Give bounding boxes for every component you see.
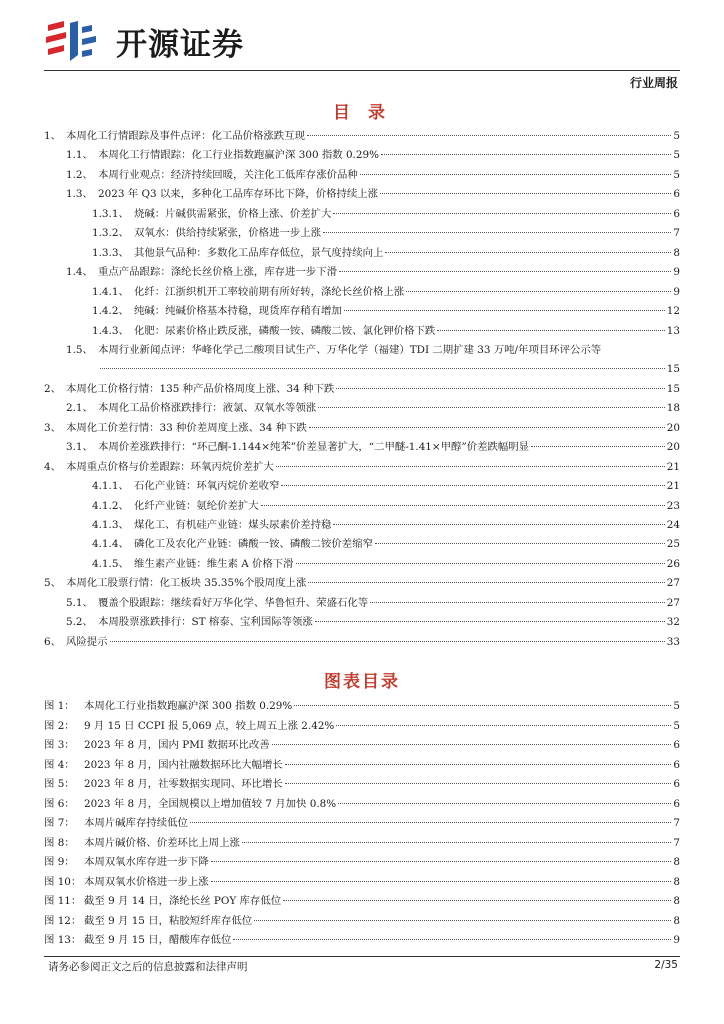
- entry-page: 18: [666, 402, 680, 415]
- entry-title: 2023 年 8 月，全国规模以上增加值较 7 月加快 0.8%: [84, 797, 337, 810]
- entry-number: 1.4.1、: [92, 285, 129, 298]
- brand-name: 开源证券: [116, 26, 244, 63]
- dot-leader: [339, 271, 671, 272]
- entry-page: 27: [666, 596, 680, 609]
- dot-leader: [336, 388, 665, 389]
- dot-leader: [242, 842, 672, 843]
- entry-title: 9 月 15 日 CCPI 报 5,069 点，较上周五上涨 2.42%: [84, 719, 335, 732]
- figure-entry[interactable]: [44, 854, 680, 870]
- dot-leader: [272, 744, 672, 745]
- entry-title: 本周化工价差行情：33 种价差周度上涨、34 种下跌: [66, 421, 307, 434]
- entry-page: 6: [673, 758, 680, 771]
- toc-title: 目 录: [333, 103, 391, 123]
- toc-entry[interactable]: [92, 478, 680, 494]
- toc-entry[interactable]: [44, 459, 680, 475]
- figures-title: 图表目录: [324, 672, 400, 692]
- entry-title: 本周双氧水价格进一步上涨: [84, 875, 209, 888]
- entry-page: 6: [673, 207, 680, 220]
- entry-page: 7: [673, 836, 680, 849]
- toc-entry[interactable]: [44, 128, 680, 144]
- dot-leader: [338, 803, 671, 804]
- entry-number: 1.4、: [66, 266, 93, 279]
- entry-number: 4.1.3、: [92, 519, 129, 531]
- entry-title: 2023 年 Q3 以来，多种化工品库存环比下降，价格持续上涨: [98, 188, 379, 201]
- entry-title: 本周化工股票行情：化工板块 35.35%个股周度上涨: [66, 577, 307, 590]
- entry-title: 煤化工、有机硅产业链：煤头尿素价差持稳: [134, 519, 332, 531]
- entry-number: 1.3.2、: [92, 227, 129, 240]
- toc-entry[interactable]: [44, 420, 680, 436]
- dot-leader: [211, 861, 672, 862]
- toc-entry[interactable]: [66, 186, 680, 202]
- entry-number: 图 10：: [44, 875, 82, 888]
- entry-page: 8: [673, 914, 680, 927]
- entry-title: 化纤产业链：氨纶价差扩大: [134, 499, 259, 512]
- entry-page: 9: [673, 285, 680, 298]
- entry-number: 2.1、: [66, 402, 93, 415]
- dot-leader: [531, 446, 665, 447]
- entry-number: 1.2、: [66, 168, 93, 181]
- toc-entry[interactable]: [66, 342, 680, 358]
- figure-entry[interactable]: [44, 932, 680, 948]
- dot-leader: [336, 725, 671, 726]
- dot-leader: [100, 368, 665, 369]
- dot-leader: [281, 485, 664, 486]
- dot-leader: [308, 582, 664, 583]
- figure-entry[interactable]: [44, 815, 680, 831]
- entry-title: 化纤：江浙织机开工率较前期有所好转，涤纶长丝价格上涨: [134, 285, 405, 298]
- header-divider: [44, 70, 680, 71]
- entry-number: 1.1、: [66, 149, 93, 162]
- entry-title: 烧碱：片碱供需紧张，价格上涨、价差扩大: [134, 207, 332, 220]
- figure-entry[interactable]: [44, 835, 680, 851]
- entry-number: 5.1、: [66, 596, 93, 609]
- entry-title: 本周行业观点：经济持续回暖，关注化工低库存涨价品种: [98, 168, 358, 181]
- toc-entry[interactable]: [44, 381, 680, 397]
- entry-title: 本周化工行情跟踪及事件点评：化工品价格涨跌互现: [66, 130, 305, 142]
- toc-entry[interactable]: [92, 498, 680, 514]
- entry-number: 1.4.3、: [92, 324, 129, 337]
- kaiyuan-logo-icon: [44, 17, 110, 65]
- figure-entry[interactable]: [44, 796, 680, 812]
- dot-leader: [344, 310, 665, 311]
- dot-leader: [233, 939, 671, 940]
- entry-title: 磷化工及农化产业链：磷酸一铵、磷酸二铵价差缩窄: [134, 538, 373, 551]
- dot-leader: [276, 466, 665, 467]
- toc-entry[interactable]: [66, 147, 680, 163]
- page-number: 2/35: [654, 959, 678, 971]
- entry-page: 25: [666, 538, 680, 551]
- toc-entry[interactable]: [66, 439, 680, 455]
- entry-title: 化肥：尿素价格止跌反涨，磷酸一铵、磷酸二铵、氯化钾价格下跌: [134, 324, 436, 337]
- entry-number: 1.5、: [66, 343, 93, 356]
- entry-number: 1、: [44, 130, 62, 142]
- entry-page: 5: [673, 168, 680, 181]
- entry-page: 26: [666, 557, 680, 570]
- entry-title: 截至 9 月 15 日，粘胶短纤库存低位: [84, 914, 253, 927]
- entry-title: 覆盖个股跟踪：继续看好万华化学、华鲁恒升、荣盛石化等: [98, 596, 369, 609]
- entry-title: 风险提示: [66, 635, 108, 648]
- toc-entry[interactable]: [92, 225, 680, 241]
- entry-number: 5、: [44, 577, 62, 590]
- dot-leader: [385, 252, 671, 253]
- entry-page: 6: [673, 739, 680, 751]
- entry-page: 8: [673, 875, 680, 888]
- entry-number: 图 1：: [44, 700, 75, 712]
- toc-entry[interactable]: [92, 206, 680, 222]
- toc-entry[interactable]: [44, 634, 680, 650]
- entry-page: 21: [666, 460, 680, 473]
- entry-page: 5: [673, 130, 680, 142]
- entry-page: 6: [673, 797, 680, 810]
- toc-entry[interactable]: [92, 517, 680, 533]
- entry-number: 图 12：: [44, 914, 82, 927]
- figure-entry[interactable]: [44, 718, 680, 734]
- entry-number: 图 8：: [44, 836, 75, 849]
- entry-page: 7: [673, 227, 680, 240]
- dot-leader: [307, 135, 671, 136]
- footer-divider: [44, 956, 680, 957]
- brand-logo: [44, 16, 244, 66]
- dot-leader: [315, 621, 665, 622]
- entry-number: 图 6：: [44, 797, 75, 810]
- entry-number: 图 11：: [44, 895, 82, 907]
- entry-page: 20: [666, 421, 680, 434]
- entry-title: 本周化工价格行情：135 种产品价格周度上涨、34 种下跌: [66, 382, 335, 395]
- entry-number: 1.3.1、: [92, 207, 129, 220]
- dot-leader: [296, 563, 665, 564]
- figure-entry[interactable]: [44, 893, 680, 909]
- entry-number: 图 5：: [44, 778, 75, 790]
- figure-entry[interactable]: [44, 757, 680, 773]
- page-header: [0, 0, 724, 96]
- figure-entry[interactable]: [44, 874, 680, 890]
- entry-page: 8: [673, 246, 680, 259]
- entry-number: 图 4：: [44, 758, 75, 771]
- entry-page: 7: [673, 817, 680, 829]
- entry-number: 图 9：: [44, 856, 75, 868]
- figure-entry[interactable]: [44, 737, 680, 753]
- dot-leader: [285, 764, 672, 765]
- entry-page: 9: [673, 934, 680, 946]
- entry-number: 4.1.1、: [92, 480, 129, 493]
- dot-leader: [309, 427, 665, 428]
- toc-entry[interactable]: [66, 614, 680, 630]
- entry-page: 12: [666, 305, 680, 318]
- entry-page: 6: [673, 778, 680, 790]
- entry-title: 本周行业新闻点评：华峰化学己二酸项目试生产、万华化学（福建）TDI 二期扩建 33 万吨/年项目环评公示等: [98, 343, 602, 356]
- entry-title: 2023 年 8 月，社零数据实现同、环比增长: [84, 778, 283, 790]
- entry-title: 2023 年 8 月，国内社融数据环比大幅增长: [84, 758, 283, 771]
- entry-page: 32: [666, 616, 680, 629]
- entry-title: 本周化工行业指数跑赢沪深 300 指数 0.29%: [84, 700, 293, 712]
- entry-page: 9: [673, 266, 680, 279]
- entry-number: 3、: [44, 421, 62, 434]
- entry-number: 4、: [44, 460, 62, 473]
- entry-number: 3.1、: [66, 441, 93, 454]
- entry-title: 截至 9 月 14 日，涤纶长丝 POY 库存低位: [84, 895, 282, 907]
- entry-title: 2023 年 8 月，国内 PMI 数据环比改善: [84, 739, 270, 751]
- entry-page: 21: [666, 480, 680, 493]
- entry-title: 本周价差涨跌排行：“环己酮-1.144×纯苯”价差显著扩大，“二甲醚-1.41×甲醇”价差跌幅明显: [98, 441, 530, 454]
- entry-page: 8: [673, 856, 680, 868]
- entry-title: 本周重点价格与价差跟踪：环氧丙烷价差扩大: [66, 460, 274, 473]
- entry-page: 23: [666, 499, 680, 512]
- entry-title: 本周化工行情跟踪：化工行业指数跑赢沪深 300 指数 0.29%: [98, 149, 379, 162]
- figure-entry[interactable]: [44, 776, 680, 792]
- dot-leader: [380, 193, 671, 194]
- entry-number: 6、: [44, 635, 62, 648]
- entry-page: 33: [666, 635, 680, 648]
- dot-leader: [333, 524, 664, 525]
- entry-page: 20: [666, 441, 680, 454]
- entry-title: 本周片碱价格、价差环比上周上涨: [84, 836, 240, 849]
- dot-leader: [381, 154, 671, 155]
- toc-entry[interactable]: [92, 556, 680, 572]
- toc-entry[interactable]: [66, 167, 680, 183]
- dot-leader: [318, 407, 665, 408]
- dot-leader: [211, 881, 672, 882]
- entry-number: 图 7：: [44, 817, 75, 829]
- dot-leader: [323, 232, 671, 233]
- dot-leader: [370, 602, 665, 603]
- toc-entry[interactable]: [92, 536, 680, 552]
- entry-title: 其他景气品种：多数化工品库存低位，景气度持续向上: [134, 246, 384, 259]
- dot-leader: [375, 543, 665, 544]
- report-type-label: 行业周报: [629, 76, 678, 90]
- entry-title: 双氧水：供给持续紧张，价格进一步上涨: [134, 227, 322, 240]
- entry-page: 8: [673, 895, 680, 907]
- toc-entry[interactable]: [66, 264, 680, 280]
- figure-entry[interactable]: [44, 698, 680, 714]
- dot-leader: [437, 330, 664, 331]
- entry-number: 5.2、: [66, 616, 93, 629]
- entry-title: 重点产品跟踪：涤纶长丝价格上涨，库存进一步下滑: [98, 266, 337, 279]
- dot-leader: [254, 920, 671, 921]
- dot-leader: [283, 900, 671, 901]
- entry-title: 石化产业链：环氧丙烷价差收窄: [134, 480, 280, 493]
- entry-title: 纯碱：纯碱价格基本持稳，现货库存稍有增加: [134, 305, 342, 318]
- toc-entry[interactable]: [92, 284, 680, 300]
- toc-entry[interactable]: [92, 303, 680, 319]
- dot-leader: [360, 174, 672, 175]
- entry-page: 15: [666, 363, 680, 376]
- entry-number: 2、: [44, 382, 62, 395]
- dot-leader: [406, 291, 671, 292]
- entry-title: 本周化工品价格涨跌排行：液氯、双氧水等领涨: [98, 402, 317, 415]
- entry-number: 4.1.4、: [92, 538, 129, 551]
- toc-entry[interactable]: [66, 595, 680, 611]
- entry-number: 4.1.5、: [92, 557, 129, 570]
- toc-entry[interactable]: [44, 575, 680, 591]
- dot-leader: [294, 705, 671, 706]
- entry-page: 24: [666, 519, 680, 531]
- entry-page: 27: [666, 577, 680, 590]
- dot-leader: [190, 822, 671, 823]
- entry-page: 13: [666, 324, 680, 337]
- entry-page: 5: [673, 149, 680, 162]
- entry-number: 图 3：: [44, 739, 75, 751]
- entry-title: 本周股票涨跌排行：ST 榕泰、宝利国际等领涨: [98, 616, 313, 629]
- entry-page: 5: [673, 700, 680, 712]
- dot-leader: [261, 505, 665, 506]
- entry-page: 5: [673, 719, 680, 732]
- dot-leader: [110, 641, 665, 642]
- entry-title: 本周片碱库存持续低位: [84, 817, 188, 829]
- entry-title: 本周双氧水库存进一步下降: [84, 856, 209, 868]
- figure-entry[interactable]: [44, 913, 680, 929]
- toc-entry[interactable]: [92, 323, 680, 339]
- entry-number: 4.1.2、: [92, 499, 129, 512]
- entry-title: 截至 9 月 15 日，醋酸库存低位: [84, 934, 232, 946]
- entry-number: 1.3、: [66, 188, 93, 201]
- toc-entry[interactable]: [66, 400, 680, 416]
- entry-number: 图 2：: [44, 719, 75, 732]
- entry-title: 维生素产业链：维生素 A 价格下滑: [134, 557, 294, 570]
- footer-disclaimer: 请务必参阅正文之后的信息披露和法律声明: [48, 961, 248, 973]
- entry-number: 1.3.3、: [92, 246, 129, 259]
- entry-page: 6: [673, 188, 680, 201]
- toc-entry[interactable]: [92, 245, 680, 261]
- entry-page: 15: [666, 382, 680, 395]
- toc-entry[interactable]: [66, 361, 680, 377]
- entry-number: 1.4.2、: [92, 305, 129, 318]
- entry-number: 图 13：: [44, 934, 82, 946]
- dot-leader: [333, 213, 671, 214]
- dot-leader: [285, 783, 672, 784]
